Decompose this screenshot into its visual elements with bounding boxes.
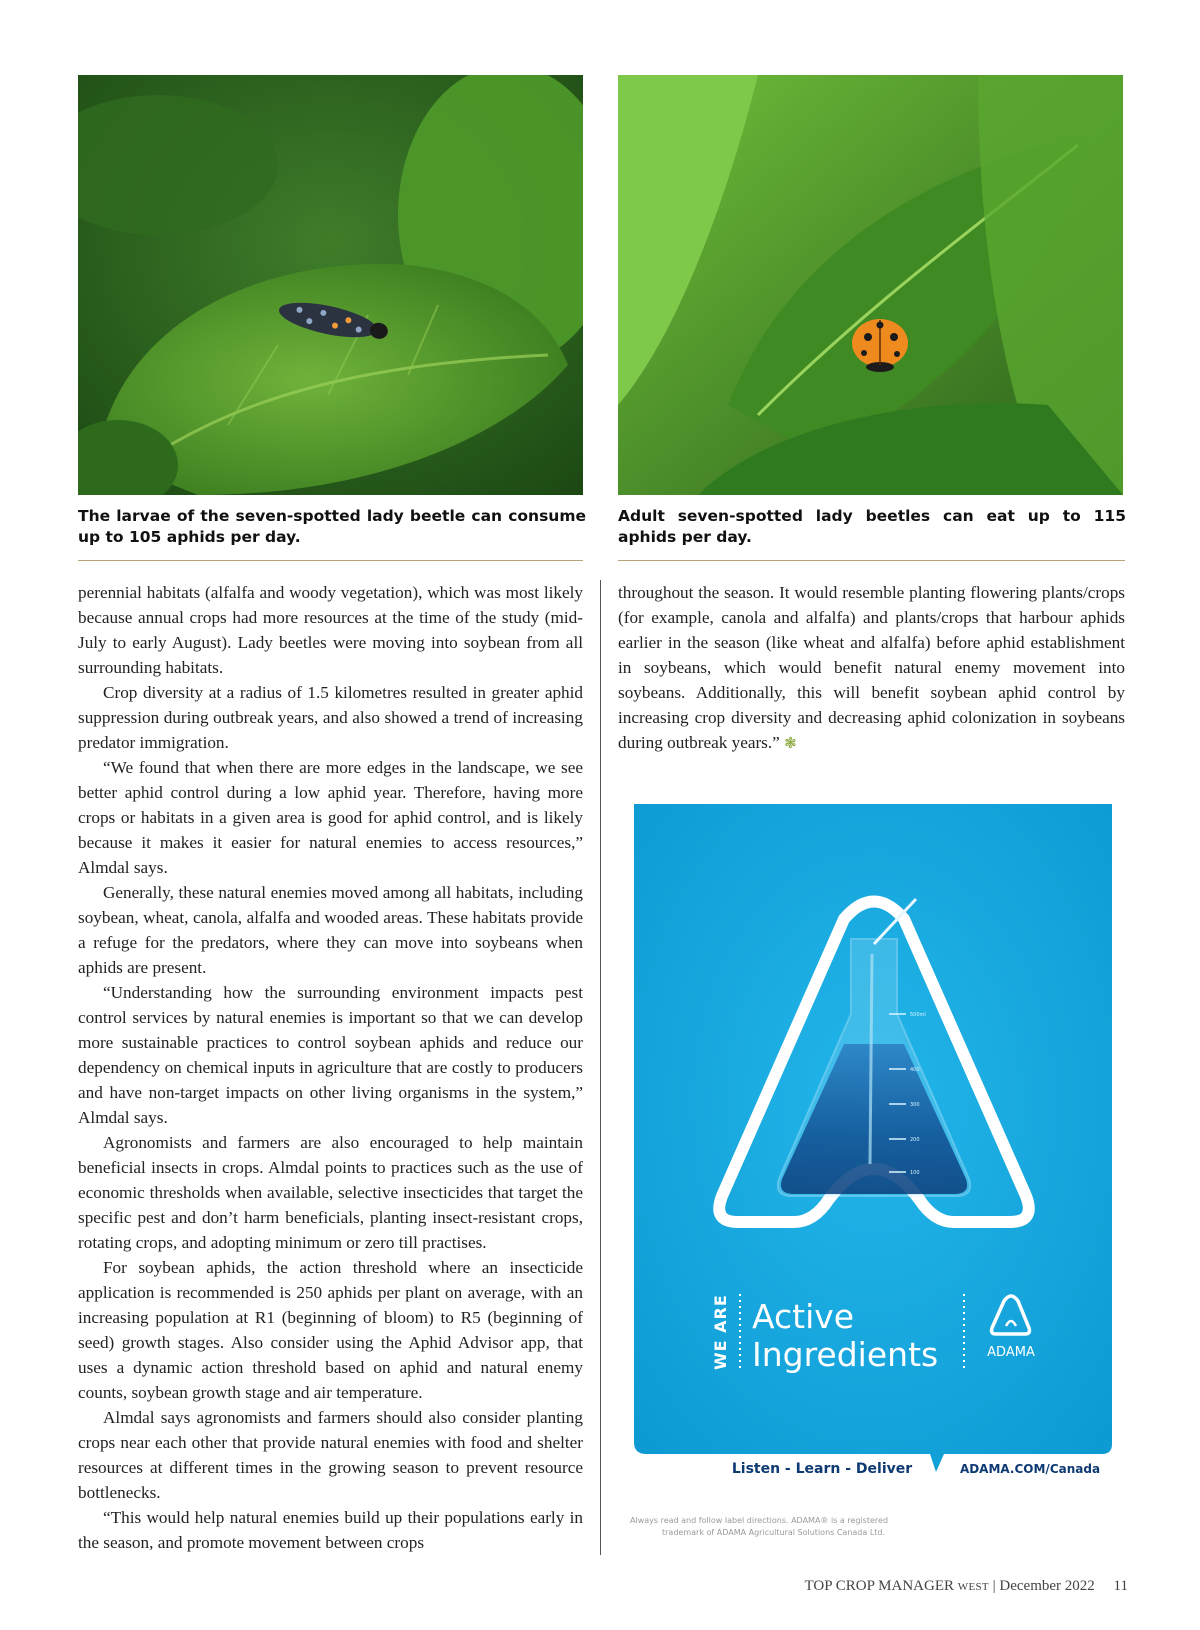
article-paragraph: “Understanding how the surrounding environment impacts pest control services by natural enemies is important so that we can develop more sustainable practices to control soybean aphids and reduce our dependency on chemical inputs in agriculture that are costly to producers and have non-target impacts on other living organisms in the system,” Almdal says.: [78, 983, 583, 1127]
article-paragraph: perennial habitats (alfalfa and woody vegetation), which was most likely because annual crops had more resources at the time of the study (mid-July to early August). Lady beetles were moving into soybean from all surrounding habitats.: [78, 583, 583, 677]
adama-brand: ADAMA: [987, 1345, 1035, 1360]
article-column-right: [618, 580, 1125, 757]
article-paragraph: “We found that when there are more edges in the landscape, we see better aphid control during a low aphid year. Therefore, having more crops or habitats in a given area is good for aphid control, and is likely because it makes it easier for natural enemies to access resources,” Almdal says.: [78, 758, 583, 877]
adama-advertisement[interactable]: [634, 804, 1112, 1479]
ladybeetle-photo: [618, 75, 1123, 495]
article-paragraph: “This would help natural enemies build up their populations early in the season, and promote movement between crops: [78, 1508, 583, 1552]
larva-photo: [78, 75, 583, 495]
ad-url-link[interactable]: ADAMA.COM/Canada: [959, 1462, 1101, 1476]
flask-mark: 200: [910, 1137, 920, 1143]
magazine-name: TOP CROP MANAGER: [804, 1578, 955, 1594]
photo-caption-right: Adult seven-spotted lady beetles can eat up to 115 aphids per day.: [618, 507, 1126, 546]
caption-rule: [78, 560, 583, 561]
column-divider: [600, 580, 601, 1555]
ad-fine-print: [630, 1515, 930, 1539]
flask-mark: 500ml: [910, 1012, 926, 1018]
caption-rule: [618, 560, 1125, 561]
photo-caption-left: The larvae of the seven-spotted lady beetle can consume up to 105 aphids per day.: [78, 507, 586, 546]
page-footer: [805, 1578, 1128, 1595]
flask-mark: 300: [910, 1102, 920, 1108]
ad-headline-ingredients: Ingredients: [752, 1335, 939, 1374]
magazine-edition: WEST: [957, 1581, 989, 1593]
flask-mark: 100: [910, 1170, 920, 1176]
ad-fine-print-line: trademark of ADAMA Agricultural Solutions Canada Ltd.: [662, 1528, 886, 1537]
article-paragraph: Generally, these natural enemies moved among all habitats, including soybean, wheat, canola, alfalfa and wooded areas. These habitats provide a refuge for the predators, where they can move into soybeans when aphids are present.: [78, 883, 583, 977]
issue-date: | December 2022: [992, 1578, 1095, 1594]
article-paragraph: Crop diversity at a radius of 1.5 kilometres resulted in greater aphid suppression during outbreak years, and also showed a trend of increasing predator immigration.: [78, 683, 583, 752]
article-paragraph: Almdal says agronomists and farmers should also consider planting crops near each other that provide natural enemies with food and shelter resources at different times in the growing season to prevent resource bottlenecks.: [78, 1408, 583, 1502]
ad-slogan: Listen - Learn - Deliver: [731, 1461, 913, 1477]
we-are-label: WE ARE: [711, 1294, 730, 1370]
end-mark-icon: ❃: [784, 736, 797, 752]
flask-mark: 400: [910, 1067, 920, 1073]
ad-fine-print-line: Always read and follow label directions. ADAMA® is a registered: [630, 1516, 889, 1525]
article-paragraph-text: throughout the season. It would resemble planting flowering plants/crops (for example, canola and alfalfa) and plants/crops that harbour aphids earlier in the season (like wheat and alfalfa) before aphid establishment in soybeans, which would benefit natural enemy movement into soybeans. Additionally, this will benefit soybean aphid control by increasing crop diversity and decreasing aphid colonization in soybeans during outbreak years.”: [618, 583, 1125, 752]
article-paragraph: [618, 580, 1125, 757]
page-number: 11: [1113, 1578, 1128, 1594]
article-column-left: [78, 580, 583, 1555]
ad-headline-active: Active: [752, 1297, 855, 1336]
article-paragraph: For soybean aphids, the action threshold where an insecticide application is recommended is 250 aphids per plant on average, with an increasing population at R1 (beginning of bloom) to R5 (beginning of seed) growth stages. Also consider using the Aphid Advisor app, that uses a dynamic action threshold based on aphid and natural enemy counts, soybean growth stage and air temperature.: [78, 1258, 583, 1402]
article-paragraph: Agronomists and farmers are also encouraged to help maintain beneficial insects in crops. Almdal points to practices such as the use of economic thresholds when available, selective insecticides that target the specific pest and don’t harm beneficials, planting insect-resistant crops, rotating crops, and adopting minimum or zero till practises.: [78, 1133, 583, 1252]
